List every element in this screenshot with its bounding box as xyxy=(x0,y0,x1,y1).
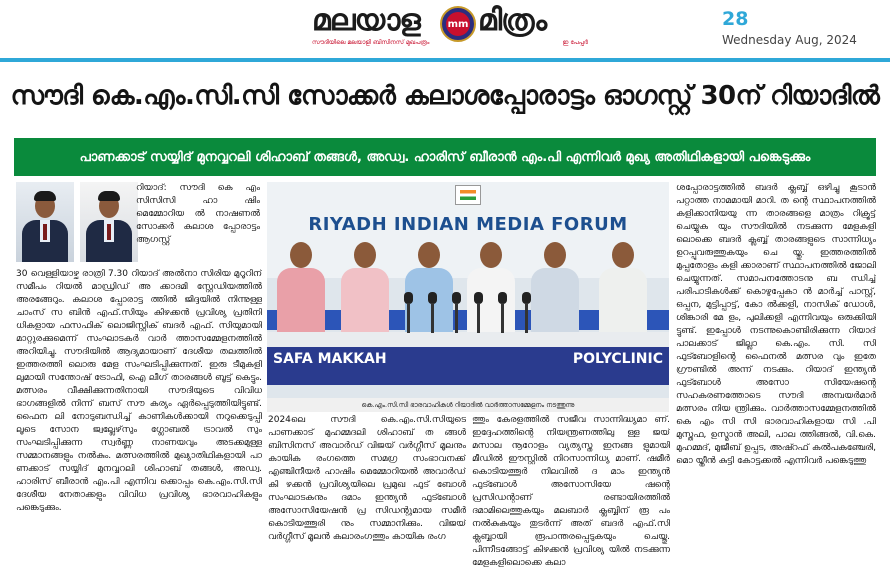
article-column-1: 30 വെള്ളിയാഴ്ച രാത്രി 7.30 റിയാദ് അൽനാ സിരിയ മുറൂറിന് സമീപം റിയൽ മാഡ്രിഡ് അ ക്കാദമി സ്റ്റേഡിയത്തിൽ അരങ്ങേറും. കലാശ പ്പോരാട്ട ത്തിൽ ജിദ്ദയിൽ നിന്നുള്ള ചാംസ് സ ബിൻ എഫ്.സിയും കിഴക്കൻ പ്രവിശ്യ പ്രതിനി ധികളായ ഫസഫിക് ലൊജിസ്റ്റിക് ബദർ എഫ്. സിയുമായി മാറ്റുരക്കുമെന്ന് സംഘാടകർ വാർ ത്താസമ്മേളനത്തിൽ അറിയിച്ചു. സൗദിയിൽ ആദ്യമായാണ് ദേശീയ തലത്തിൽ ഇത്തരത്തി ലൊരു മേള സംഘടിപ്പിക്കുന്നത്. ഇരു ടീമുകളി ലുമായി സന്തോഷ് ട്രോഫി, ഐ ലീഗ് താരങ്ങൾ ബൂട്ട് കെട്ടും. മത്സരം വീക്ഷിക്കുന്നതിനായി സൗദിയുടെ വിവിധ ഭാഗങ്ങളിൽ നിന്ന് ബസ് സൗ കര്യം ഏർപ്പെടുത്തിയിട്ടുണ്ട്. ഫൈന ലി നോടുബന്ധിച്ച് കാണികൾക്കായി നറുക്കെടുപ്പി ലൂടെ സോന ജ്വല്ലേഴ്‌സും ഗ്ലോബൽ ട്രാവൽ സും സംഘടിപ്പിക്കുന്ന സ്വർണ്ണ നാണയവും അടക്കമുള്ള സമ്മാനങ്ങളും നൽകും. മത്സരത്തിൽ മുഖ്യാതിഥികളായി പാ ണക്കാട് സയ്യിദ് മുനവ്വറലി ശിഹാബ് തങ്ങൾ, അഡ്വ. ഹാരിസ് ബീരാൻ എം.പി എന്നിവ ക്കൊപ്പം കെ.എം.സി.സി ദേശീയ നേതാക്കളും വിവിധ പ്രവിശ്യ ഭാരവാഹികളും പങ്കെടുക്കും. xyxy=(16,269,262,513)
masthead-title-right xyxy=(478,4,588,48)
subheadline-bar xyxy=(14,138,876,176)
headline-text: സൗദി കെ.എം.സി.സി സോക്കർ കലാശപ്പോരാട്ടം ഓഗസ്റ്റ് 30ന് റിയാദിൽ xyxy=(10,80,880,111)
photo-table-text-right: POLYCLINIC xyxy=(572,351,663,367)
portrait-guest-1 xyxy=(16,182,74,262)
headline xyxy=(0,64,890,128)
subheadline-text: പാണക്കാട് സയ്യിദ് മുനവ്വറലി ശിഹാബ് തങ്ങൾ, അഡ്വ. ഹാരിസ് ബീരാൻ എം.പി എന്നിവർ മുഖ്യ അതിഥികളായി പങ്കെടുക്കും xyxy=(79,149,811,165)
article-column-4: ശപ്പോരാട്ടത്തിൽ ബദർ ക്ലബ്ബ് ഒഴിച്ചു കൂടാൻ പറ്റാത്ത നാമമായി മാറി. ത ന്റെ സ്ഥാപനത്തിൽ കളിക്കാനിയയു ന്ന താരങ്ങളെ മാത്രം റിക്രൂട്ട് ചെയ്യുക യും സൗദിയിൽ നടക്കുന്ന മേളകളി ലൊക്കെ ബദർ ക്ലബ്ബ് താരങ്ങളുടെ സാന്നിധ്യം ഉറപ്പുവരുത്തുകയും ചെ യ്തു. ഇത്തരത്തിൽ മുപ്പതോളം കളി ക്കാരാണ് സ്ഥാപനത്തിൽ ജോലി ചെയ്യുന്നത്. സമാപനത്തോടനു ബ ന്ധിച്ച് പരിപാടികൾക്ക് കൊഴുപ്പേകാ ൻ മാർച്ച് പാസ്റ്റ്, ഒപ്പന, മുട്ടിപ്പാട്ട്, കോ ൽക്കളി, നാസിക് ഡോൾ, ശിങ്കാരി മേ ളം, പുലിക്കളി എന്നിവയും ഒരുക്കിയി ട്ടുണ്ട്. ഇപ്പോൾ നടന്നുകൊണ്ടിരിക്കുന്ന റിയാദ് പാലക്കാട് ജില്ലാ കെ.എം. സി. സി ഫുട്ബോളിന്റെ ഫൈനൽ മത്സര വും ഇതേ ഗ്രൗണ്ടിൽ അന്ന് നടക്കും. റിയാദ് ഇന്ത്യൻ ഫുട്ബോൾ അസോ സിയേഷന്റെ സഹകരണത്തോടെ സൗദി അമ്പയർമാർ മത്സരം നിയ ന്ത്രിക്കും. വാർത്താസമ്മേളനത്തിൽ കെ എം സി സി ഭാരവാഹികളായ സി .പി മുസ്തഫ, ഉസ്മാൻ അലി, പാല ത്തിങ്ങൽ, വി.കെ. മുഹമ്മദ്, മുജീബ് ഉപ്പട, അഷ്റഫ് കൽപകഞ്ചേരി, മൊ യ്തീൻ കുട്ടി കോട്ടക്കൽ എന്നിവർ പങ്കെടുത്തു xyxy=(676,183,876,466)
masthead-name-right: മിത്രം xyxy=(478,3,547,38)
microphone-icon xyxy=(497,292,507,332)
microphone-icon xyxy=(427,292,437,332)
photo-banner-text: RIYADH INDIAN MEDIA FORUM xyxy=(308,214,628,235)
article-intro: റിയാദ്: സൗദി കെ എം സിസിസി ഹാ ഷിം മെമ്മോറിയ ൽ നാഷണൽ സോക്കർ കലാശ പ്പോരാട്ടം ആഗസ്റ്റ് xyxy=(136,183,260,245)
page-date: Wednesday Aug, 2024 xyxy=(722,33,857,47)
microphone-icon xyxy=(521,292,531,332)
masthead-name-left: മലയാള xyxy=(312,3,420,38)
masthead-tagline-right: ഇ പേപ്പർ xyxy=(562,39,588,46)
photo-person xyxy=(339,242,391,342)
microphone-icon xyxy=(403,292,413,332)
masthead-title-left xyxy=(312,4,438,48)
microphone-icon xyxy=(473,292,483,332)
photo-person xyxy=(597,242,649,342)
masthead-tagline-left: സൗദിയിലെ മലയാളി ബിസിനസ് മുഖപത്രം xyxy=(312,39,430,46)
article-column-3: ത്തും കേരളത്തിൽ സജീവ സാന്നിദ്ധ്യമാ ണ്. ഇദ്ദേഹത്തിന്റെ നിയന്ത്രണത്തിലു ള്ള ജയ് മസാല നൂറോളം വ്യത്യസ്ത ഇനങ്ങ ളുമായി മീഡിൽ ഈസ്റ്റിൽ നിറസാന്നിധ്യ മാണ്. ഷമീർ കൊടിയത്തൂർ നിലവിൽ ദ മാം ഇന്ത്യൻ ഫുട്ബോൾ അസോസിയേ ഷന്റെ പ്രസിഡന്റാണ് രണ്ടായിരത്തിൽ ദമാമിലെത്തുകയും മലബാർ ക്ലബ്ബിന് രൂ പം നൽകുകയും തുടർന്ന് അത് ബദർ എഫ്.സി ക്ലബ്ബായി രൂപാന്തരപ്പെടുകയും ചെയ്തു. പിന്നീടങ്ങോട്ട് കിഴക്കൻ പ്രവിശ്യ യിൽ നടക്കുന്ന മേളകളിലൊക്കെ കലാ xyxy=(472,415,670,568)
page-number: 28 xyxy=(722,8,749,30)
photo-caption: കെ.എം.സി.സി ഭാരവാഹികൾ റിയാദിൽ വാർത്താസമ്മേളനം നടത്തുന്നു xyxy=(267,398,669,412)
photo-table-sign xyxy=(273,351,663,367)
flag-logo-icon xyxy=(455,185,481,205)
masthead-logo-icon xyxy=(440,6,476,42)
masthead-divider xyxy=(0,58,890,62)
press-conference-photo xyxy=(267,182,669,398)
microphone-icon xyxy=(451,292,461,332)
masthead xyxy=(0,0,890,58)
photo-table-top xyxy=(267,332,669,348)
photo-person xyxy=(529,242,581,342)
portrait-guest-2 xyxy=(80,182,138,262)
article-column-2: 2024ലെ സൗദി കെ.എം.സി.സിയുടെ പാണക്കാട് മുഹമ്മദലി ശിഹാബ് ത ങ്ങൾ ബിസിനസ് അവാർഡ് വിജയ് വർഗ്ഗീസ് മൂലനും കായിക രംഗത്തെ സമഗ്ര സംഭാവനക്ക് എഞ്ചിനീയർ ഹാഷിം മെമ്മോറിയൽ അവാർഡ് കി ഴക്കൻ പ്രവിശ്യയിലെ പ്രമുഖ ഫുട് ബോൾ സംഘാടകനും ദമാം ഇന്ത്യൻ ഫുട്ബോൾ അസോസിയേഷൻ പ്ര സിഡന്റുമായ സമീർ കൊടിയത്തൂരി നും സമ്മാനിക്കും. വിജയ് വർഗ്ഗീസ് മൂലൻ കലാരംഗത്തും കായിക രംഗ xyxy=(268,415,466,542)
photo-person xyxy=(275,242,327,342)
photo-table-text-left: SAFA MAKKAH xyxy=(273,351,387,367)
masthead-logo-text: mm xyxy=(446,12,470,36)
